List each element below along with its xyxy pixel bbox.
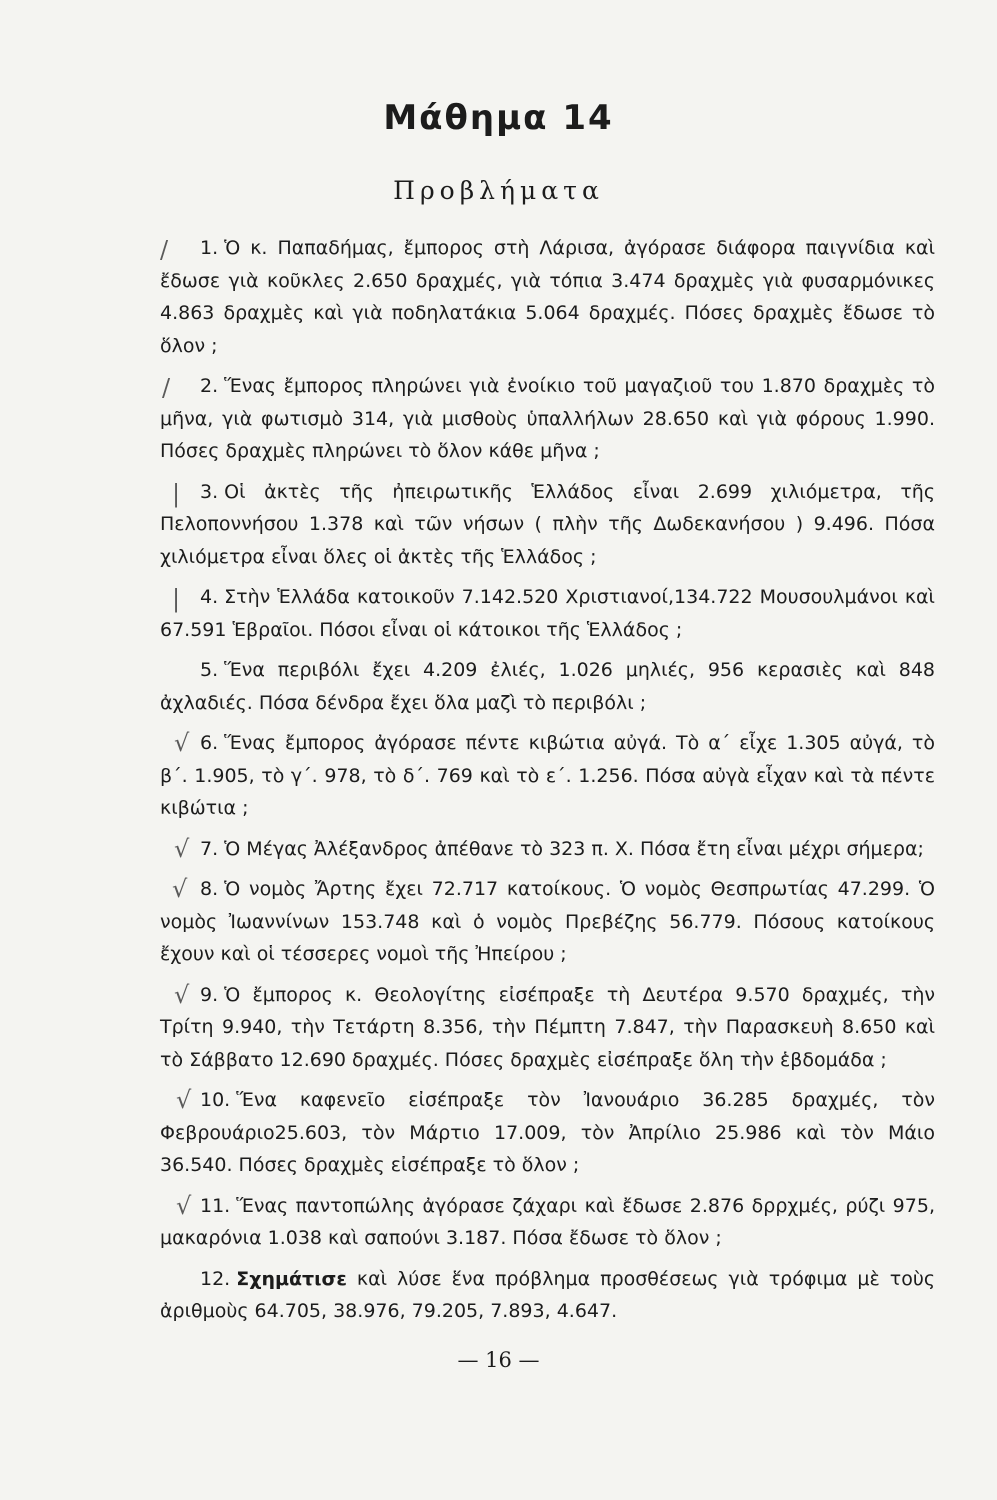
pencil-mark-icon: | — [172, 479, 181, 508]
page-number: — 16 — — [457, 1348, 540, 1372]
problem-11: √ 11. Ἕνας παντοπώλης ἀγόρασε ζάχαρι καὶ ἔδωσε 2.876 δρρχμές, ρύζι 975, μακαρόνια 1.038 καὶ σαπούνι 3.187. Πόσα ἔδωσε τὸ ὅλον ; — [160, 1191, 935, 1249]
problem-8: √ 8. Ὁ νομὸς Ἄρτης ἔχει 72.717 κατοίκους. Ὁ νομὸς Θεσπρωτίας 47.299. Ὁ νομὸς Ἰωαννίνων 153.748 καὶ ὁ νομὸς Πρεβέζης 56.779. Πόσους κατοίκους ἔχουν καὶ οἱ τέσσερες νομοὶ τῆς Ἠπείρου ; — [160, 875, 935, 965]
check-mark-icon: √ — [176, 1086, 192, 1114]
problem-6: √ 6. Ἕνας ἔμπορος ἀγόρασε πέντε κιβώτια αὐγά. Τὸ α΄ εἶχε 1.305 αὐγά, τὸ β΄. 1.905, τὸ γ΄. 978, τὸ δ΄. 769 καὶ τὸ ε΄. 1.256. Πόσα αὐγὰ εἶχαν καὶ τὰ πέντε κιβώτια ; — [160, 729, 935, 819]
check-mark-icon: √ — [174, 729, 190, 757]
check-mark-icon: √ — [176, 1191, 192, 1220]
problem-9: √ 9. Ὁ ἔμπορος κ. Θεολογίτης εἰσέπραξε τὴ Δευτέρα 9.570 δραχμές, τὴν Τρίτη 9.940, τὴν Τετάρτη 8.356, τὴν Πέμπτη 7.847, τὴν Παρασκευὴ 8.650 καὶ τὸ Σάββατο 12.690 δραχμές. Πόσες δραχμὲς εἰσέπραξε ὅλη τὴν ἑβδομάδα ; — [160, 980, 935, 1071]
problem-list — [160, 232, 935, 1336]
problem-5: 5. Ἕνα περιβόλι ἔχει 4.209 ἐλιές, 1.026 μηλιές, 956 κερασιὲς καὶ 848 ἀχλαδιές. Πόσα δένδρα ἔχει ὅλα μαζὶ τὸ περιβόλι ; — [160, 659, 935, 714]
problem-12: 12. Σχημάτισε καὶ λύσε ἕνα πρόβλημα προσθέσεως γιὰ τρόφιμα μὲ τοὺς ἀριθμοὺς 64.705, 38.976, 79.205, 7.893, 4.647. — [160, 1267, 935, 1322]
problem-1: / 1. Ὁ κ. Παπαδήμας, ἔμπορος στὴ Λάρισα, ἀγόρασε διάφορα παιγνίδια καὶ ἔδωσε γιὰ κοῦκλες 2.650 δραχμές, γιὰ τόπια 3.474 δραχμὲς γιὰ φυσαρμόνικες 4.863 δραχμὲς καὶ γιὰ ποδηλατάκια 5.064 δραχμές. Πόσες δραχμὲς ἔδωσε τὸ ὅλον ; — [160, 236, 935, 357]
pencil-mark-icon: | — [172, 585, 181, 613]
problem-3: | 3. Οἱ ἀκτὲς τῆς ἠπειρωτικῆς Ἑλλάδος εἶναι 2.699 χιλιόμετρα, τῆς Πελοποννήσου 1.378 καὶ τῶν νήσων ( πλὴν τῆς Δωδεκανήσου ) 9.496. Πόσα χιλιόμετρα εἶναι ὅλες οἱ ἀκτὲς τῆς Ἑλλάδος ; — [160, 479, 935, 568]
problem-7: √ 7. Ὁ Μέγας Ἀλέξανδρος ἀπέθανε τὸ 323 π. Χ. Πόσα ἔτη εἶναι μέχρι σήμερα; — [174, 834, 924, 863]
check-mark-icon: √ — [174, 980, 190, 1009]
problem-10: √ 10. Ἕνα καφενεῖο εἰσέπραξε τὸν Ἰανουάριο 36.285 δραχμές, τὸν Φεβρουάριο25.603, τὸν Μάρτιο 17.009, τὸν Ἀπρίλιο 25.986 καὶ τὸν Μάιο 36.540. Πόσες δραχμὲς εἰσέπραξε τὸ ὅλον ; — [160, 1086, 935, 1176]
lesson-title: Μάθημα 14 — [383, 98, 614, 138]
check-mark-icon: / — [162, 374, 171, 402]
problem-2: / 2. Ἕνας ἔμπορος πληρώνει γιὰ ἐνοίκιο τοῦ μαγαζιοῦ του 1.870 δραχμὲς τὸ μῆνα, γιὰ φωτισμὸ 314, γιὰ μισθοὺς ὑπαλλήλων 28.650 καὶ γιὰ φόρους 1.990. Πόσες δραχμὲς πληρώνει τὸ ὅλον κάθε μῆνα ; — [160, 374, 935, 462]
check-mark-icon: / — [160, 236, 169, 264]
check-mark-icon: √ — [174, 834, 190, 863]
check-mark-icon: √ — [172, 875, 188, 903]
problem-4: | 4. Στὴν Ἑλλάδα κατοικοῦν 7.142.520 Χριστιανοί,134.722 Μουσουλμάνοι καὶ 67.591 Ἑβραῖοι. Πόσοι εἶναι οἱ κάτοικοι τῆς Ἑλλάδος ; — [160, 585, 935, 641]
section-title: Προβλήματα — [393, 176, 604, 205]
